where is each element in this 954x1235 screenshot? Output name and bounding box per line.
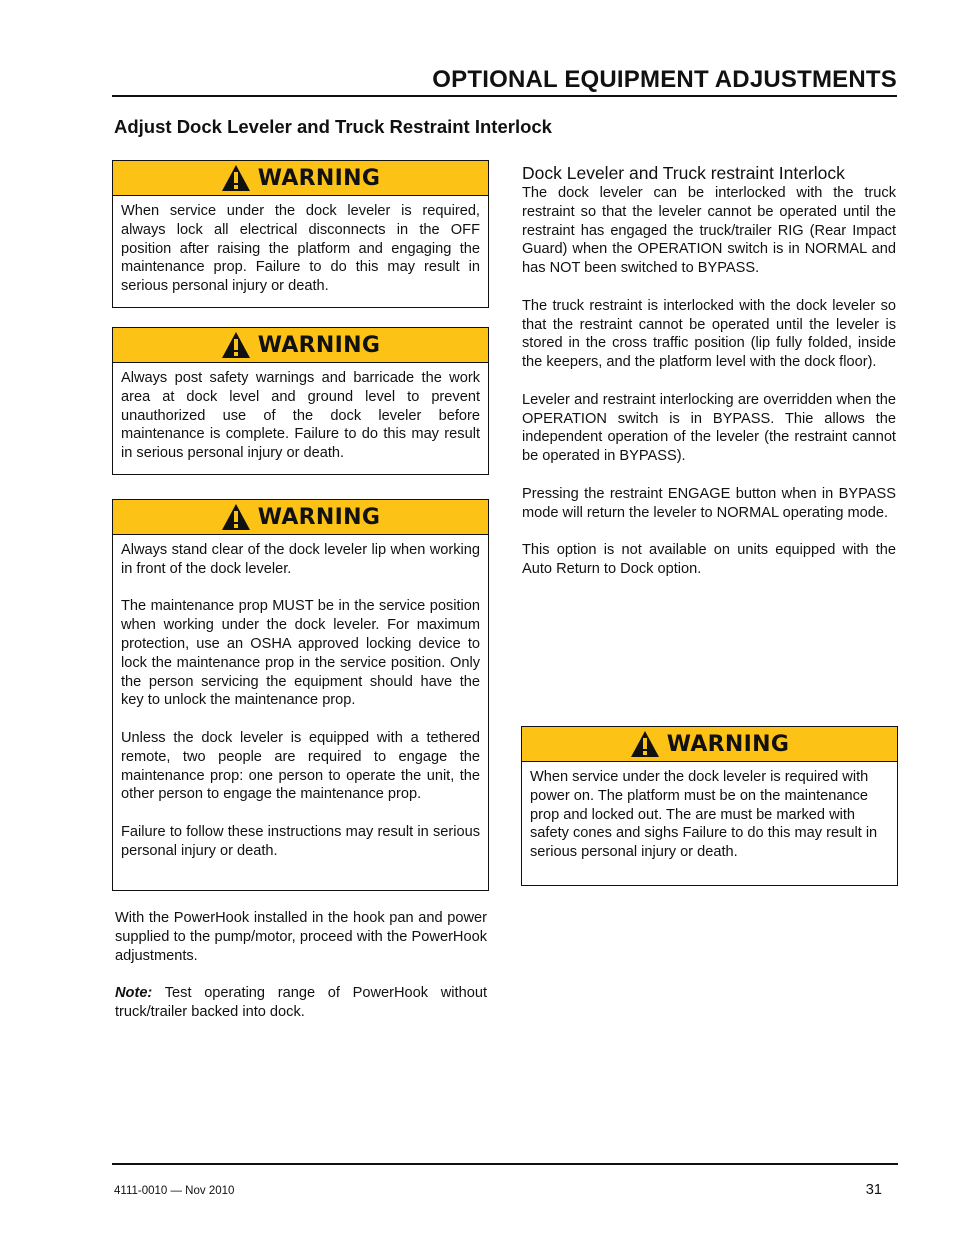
powerhook-paragraph: With the PowerHook installed in the hook pan and power supplied to the pump/motor, proceed with the PowerHook adjustments.	[115, 910, 487, 964]
warning-label: WARNING	[666, 731, 790, 757]
warning-text	[113, 363, 488, 471]
warning-paragraph: Always post safety warnings and barricade the work area at dock level and ground level to prevent unauthorized use of the dock leveler before maintenance is complete. Failure to do this may result in serious personal injury or death.	[121, 370, 480, 462]
interlock-heading: Dock Leveler and Truck restraint Interlock	[522, 163, 845, 183]
interlock-paragraph: This option is not available on units equipped with the Auto Return to Dock option.	[522, 542, 896, 577]
warning-paragraph: When service under the dock leveler is required with power on. The platform must be on the maintenance prop and locked out. The are must be marked with safety cones and sighs Failure to do this may result in serious personal injury or death.	[530, 769, 878, 861]
warning-text	[113, 535, 488, 869]
warning-box	[112, 160, 489, 308]
footer-rule	[112, 1163, 898, 1165]
warning-paragraph: The maintenance prop MUST be in the service position when working under the dock leveler. For maximum protection, use an OSHA approved locking device to lock the maintenance prop in the service position. Only the person servicing the equipment should have the key to unlock the maintenance prop.	[121, 598, 480, 709]
warning-triangle-icon	[221, 164, 251, 192]
warning-triangle-icon	[630, 730, 660, 758]
note-label: Note:	[115, 985, 153, 1002]
warning-text	[113, 196, 488, 304]
warning-label: WARNING	[257, 504, 381, 530]
page-number: 31	[865, 1182, 882, 1198]
interlock-paragraph: Pressing the restraint ENGAGE button when in BYPASS mode will return the leveler to NORMAL operating mode.	[522, 485, 896, 521]
warning-triangle-icon	[221, 503, 251, 531]
title-rule	[112, 95, 897, 97]
right-column-text	[522, 163, 896, 598]
warning-box	[112, 327, 489, 475]
warning-header	[522, 727, 897, 762]
warning-box	[521, 726, 898, 886]
left-column-text	[115, 909, 487, 1041]
footer-doc-number: 4111-0010 — Nov 2010	[114, 1185, 235, 1197]
page-title: OPTIONAL EQUIPMENT ADJUSTMENTS	[432, 66, 897, 93]
warning-box	[112, 499, 489, 891]
warning-label: WARNING	[257, 332, 381, 358]
warning-paragraph: When service under the dock leveler is required, always lock all electrical disconnects in the OFF position after raising the platform and engaging the maintenance prop. Failure to do this may result in serious personal injury or death.	[121, 203, 480, 295]
warning-text	[522, 762, 897, 870]
warning-paragraph: Failure to follow these instructions may result in serious personal injury or death.	[121, 823, 480, 859]
warning-header	[113, 161, 488, 196]
interlock-paragraph: The truck restraint is interlocked with the dock leveler so that the restraint cannot be operated until the leveler is stored in the cross traffic position (lip fully folded, inside the keepers, and the platform level with the dock floor).	[522, 297, 896, 371]
section-heading: Adjust Dock Leveler and Truck Restraint Interlock	[114, 116, 552, 137]
note-paragraph	[115, 984, 487, 1022]
warning-label: WARNING	[257, 165, 381, 191]
warning-paragraph: Unless the dock leveler is equipped with a tethered remote, two people are required to engage the maintenance prop: one person to operate the unit, the other person to engage the maintenance prop.	[121, 729, 480, 803]
interlock-paragraph: Leveler and restraint interlocking are overridden when the OPERATION switch is in BYPASS. Thie allows the independent operation of the leveler (the restraint cannot be operated in BYPASS).	[522, 391, 896, 465]
warning-paragraph: Always stand clear of the dock leveler lip when working in front of the dock leveler.	[121, 542, 480, 577]
warning-header	[113, 500, 488, 535]
warning-header	[113, 328, 488, 363]
warning-triangle-icon	[221, 331, 251, 359]
interlock-paragraph: The dock leveler can be interlocked with the truck restraint so that the leveler cannot be operated until the restraint has engaged the truck/trailer RIG (Rear Impact Guard) when the OPERATION switch is in NORMAL and has NOT been switched to BYPASS.	[522, 185, 896, 277]
note-text: Test operating range of PowerHook without truck/trailer backed into dock.	[115, 985, 487, 1020]
